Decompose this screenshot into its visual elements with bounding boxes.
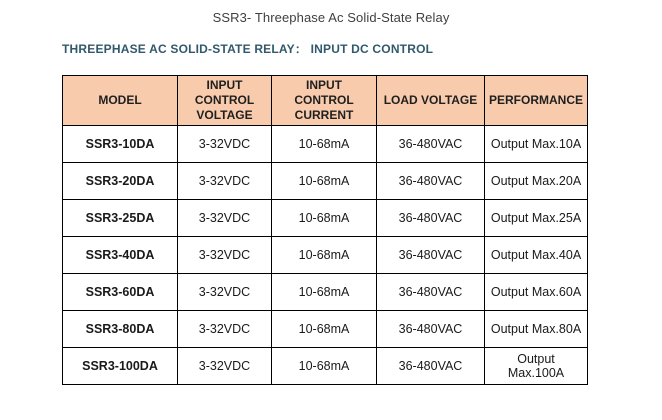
cell-model: SSR3-80DA [63, 311, 178, 348]
cell-input-current: 10-68mA [272, 237, 377, 274]
cell-input-current: 10-68mA [272, 200, 377, 237]
page-title: SSR3- Threephase Ac Solid-State Relay [212, 10, 450, 25]
cell-performance: Output Max.10A [485, 126, 588, 163]
cell-load-voltage: 36-480VAC [377, 200, 485, 237]
cell-performance: Output Max.25A [485, 200, 588, 237]
cell-model: SSR3-40DA [63, 237, 178, 274]
cell-input-voltage: 3-32VDC [178, 274, 272, 311]
cell-performance: Output Max.80A [485, 311, 588, 348]
cell-input-current: 10-68mA [272, 163, 377, 200]
cell-model: SSR3-100DA [63, 348, 178, 385]
cell-input-voltage: 3-32VDC [178, 200, 272, 237]
spec-table [62, 75, 588, 385]
cell-model: SSR3-20DA [63, 163, 178, 200]
table-row [63, 200, 588, 237]
cell-model: SSR3-10DA [63, 126, 178, 163]
table-row [63, 163, 588, 200]
table-row [63, 274, 588, 311]
cell-input-voltage: 3-32VDC [178, 237, 272, 274]
table-row [63, 237, 588, 274]
header-load-voltage: LOAD VOLTAGE [377, 76, 485, 126]
cell-input-voltage: 3-32VDC [178, 348, 272, 385]
header-model: MODEL [63, 76, 178, 126]
cell-load-voltage: 36-480VAC [377, 126, 485, 163]
cell-performance: Output Max.40A [485, 237, 588, 274]
cell-model: SSR3-60DA [63, 274, 178, 311]
cell-load-voltage: 36-480VAC [377, 274, 485, 311]
cell-input-current: 10-68mA [272, 126, 377, 163]
cell-load-voltage: 36-480VAC [377, 348, 485, 385]
cell-load-voltage: 36-480VAC [377, 237, 485, 274]
cell-input-current: 10-68mA [272, 348, 377, 385]
cell-input-current: 10-68mA [272, 311, 377, 348]
table-row [63, 311, 588, 348]
header-input-control-voltage: INPUT CONTROL VOLTAGE [178, 76, 272, 126]
cell-input-voltage: 3-32VDC [178, 126, 272, 163]
table-row [63, 126, 588, 163]
cell-performance: Output Max.20A [485, 163, 588, 200]
cell-input-voltage: 3-32VDC [178, 163, 272, 200]
table-row [63, 348, 588, 385]
cell-model: SSR3-25DA [63, 200, 178, 237]
header-performance: PERFORMANCE [485, 76, 588, 126]
cell-performance: Output Max.60A [485, 274, 588, 311]
cell-input-current: 10-68mA [272, 274, 377, 311]
cell-load-voltage: 36-480VAC [377, 311, 485, 348]
cell-input-voltage: 3-32VDC [178, 311, 272, 348]
section-heading: THREEPHASE AC SOLID-STATE RELAY： INPUT DC CONTROL [62, 42, 434, 56]
cell-performance: Output Max.100A [485, 348, 588, 385]
header-input-control-current: INPUT CONTROL CURRENT [272, 76, 377, 126]
cell-load-voltage: 36-480VAC [377, 163, 485, 200]
table-header-row [63, 76, 588, 126]
